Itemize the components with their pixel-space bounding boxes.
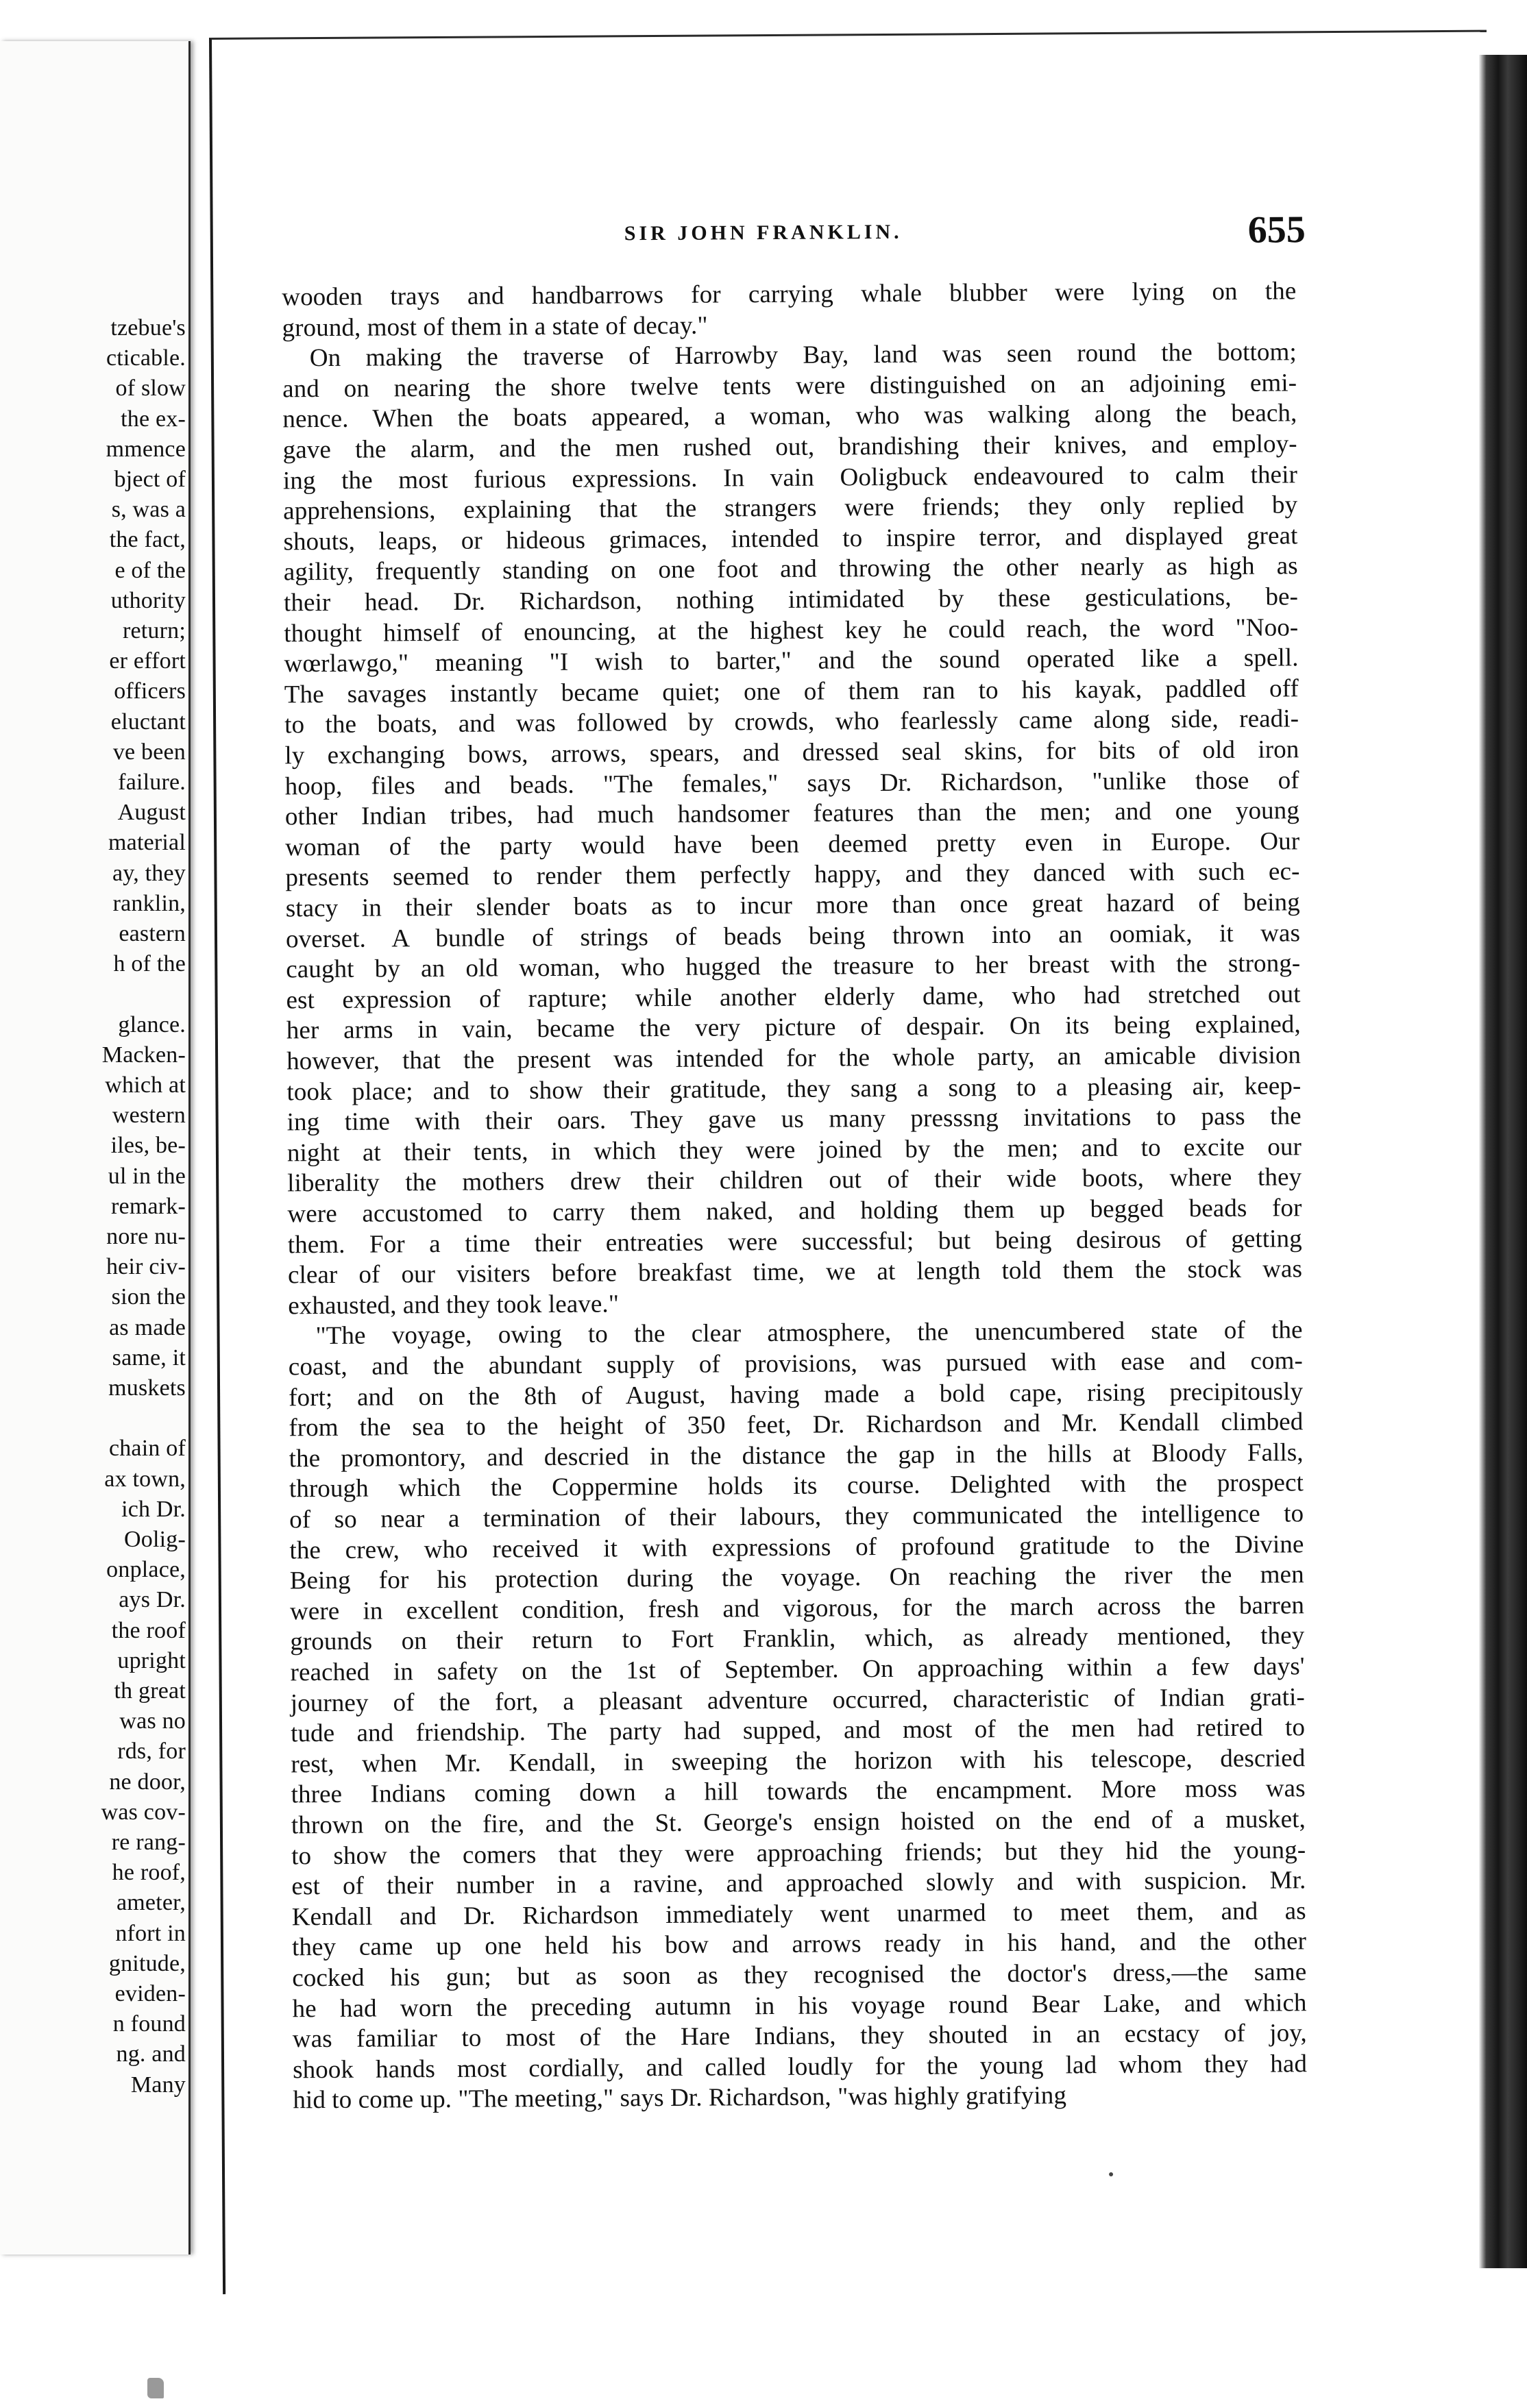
text-line: thought himself of enouncing, at the highest key he could reach, the word "Noo- — [284, 613, 1299, 648]
left-page-line: s, was a — [111, 497, 186, 523]
text-line: fort; and on the 8th of August, having made a bold cape, rising precipitously — [288, 1377, 1304, 1412]
left-page-line: eviden- — [114, 1981, 186, 2006]
left-page-line: upright — [117, 1647, 186, 1673]
left-page-line: ranklin, — [112, 890, 186, 916]
text-line: her arms in vain, became the very picture of despair. On its being explained, — [286, 1010, 1301, 1045]
text-line: hid to come up. "The meeting," says Dr. Richardson, "was highly gratifying — [293, 2081, 1067, 2115]
left-page-line: n found — [112, 2011, 186, 2037]
left-page-line: gnitude, — [108, 1950, 186, 1976]
left-page-line: onplace, — [106, 1557, 186, 1583]
left-page-line: ich Dr. — [121, 1496, 186, 1522]
text-line: their head. Dr. Richardson, nothing intimidated by these gesticulations, be- — [283, 582, 1299, 617]
left-page-line: he roof, — [112, 1860, 186, 1886]
left-page-line: cticable. — [106, 345, 186, 371]
text-line: three Indians coming down a hill towards the encampment. More moss was — [291, 1774, 1306, 1809]
left-page-line: glance. — [118, 1011, 186, 1037]
text-line: they came up one held his bow and arrows ready in his hand, and the other — [291, 1927, 1307, 1962]
text-line: wœrlawgo," meaning "I wish to barter," and the sound operated like a spell. — [284, 643, 1299, 678]
right-page — [209, 30, 1500, 2294]
left-page-line: Many — [130, 2072, 186, 2098]
text-line: clear of our visiters before breakfast time, we at length told them the stock was — [287, 1255, 1303, 1290]
left-page-line: ay, they — [112, 860, 186, 886]
text-line: On making the traverse of Harrowby Bay, land was seen round the bottom; — [309, 338, 1297, 373]
page-edge-shadow — [1479, 55, 1527, 2268]
text-line: wooden trays and handbarrows for carrying whale blubber were lying on the — [282, 277, 1297, 312]
text-line: he had worn the preceding autumn in his voyage round Bear Lake, and which — [292, 1988, 1307, 2023]
left-page-line: nore nu- — [106, 1224, 186, 1249]
text-line: from the sea to the height of 350 feet, Dr. Richardson and Mr. Kendall climbed — [289, 1408, 1304, 1442]
text-line: "The voyage, owing to the clear atmosphere, the unencumbered state of the — [315, 1316, 1303, 1351]
text-line: gave the alarm, and the men rushed out, brandishing their knives, and employ- — [282, 430, 1297, 465]
left-page-line: officers — [114, 678, 186, 704]
left-page-line: the roof — [111, 1617, 186, 1643]
text-line: hoop, files and beads. "The females," says Dr. Richardson, "unlike those of — [284, 765, 1299, 800]
left-page-line: muskets — [108, 1375, 186, 1401]
left-page-line: Macken- — [101, 1042, 186, 1068]
text-line: tude and friendship. The party had supped, and most of the men had retired to — [290, 1713, 1306, 1748]
left-page-line: chain of — [108, 1436, 186, 1462]
left-page-line: ne door, — [109, 1769, 186, 1795]
scan-mark — [147, 2378, 164, 2398]
text-line: caught by an old woman, who hugged the treasure to her breast with the strong- — [286, 949, 1301, 984]
text-line: est expression of rapture; while another elderly dame, who had stretched out — [286, 980, 1301, 1015]
text-line: exhausted, and they took leave." — [288, 1290, 620, 1320]
left-page-line: eluctant — [110, 709, 186, 735]
text-line: rest, when Mr. Kendall, in sweeping the horizon with his telescope, descried — [291, 1744, 1306, 1779]
text-line: woman of the party would have been deemed pretty even in Europe. Our — [285, 827, 1300, 862]
left-page-line: August — [117, 800, 186, 826]
text-line: thrown on the fire, and the St. George's ensign hoisted on the end of a musket, — [291, 1805, 1306, 1840]
left-page-line: the ex- — [121, 406, 186, 432]
left-facing-page — [0, 41, 191, 2255]
left-page-line: mmence — [106, 436, 186, 462]
left-page-line: ax town, — [104, 1466, 186, 1492]
left-page-line: th great — [114, 1678, 186, 1704]
text-line: journey of the fort, a pleasant adventure occurred, characteristic of Indian grati- — [290, 1682, 1305, 1717]
text-line: ing the most furious expressions. In vain Ooligbuck endeavoured to calm their — [282, 460, 1298, 495]
text-line: ground, most of them in a state of decay." — [282, 311, 708, 342]
text-line: took place; and to show their gratitude, they sang a song to a pleasing air, keep- — [286, 1071, 1302, 1106]
text-line: Kendall and Dr. Richardson immediately went unarmed to meet them, and as — [291, 1897, 1306, 1932]
text-line: the promontory, and descried in the distance the gap in the hills at Bloody Falls, — [289, 1438, 1304, 1473]
text-line: cocked his gun; but as soon as they recognised the doctor's dress,—the same — [292, 1958, 1307, 1993]
left-page-line: as made — [109, 1314, 186, 1340]
left-page-line: nfort in — [115, 1920, 186, 1946]
text-line: liberality the mothers drew their children out of their wide boots, where they — [287, 1163, 1302, 1198]
left-page-line: same, it — [112, 1344, 186, 1371]
left-page-line: ng. and — [116, 2041, 186, 2067]
text-line: nence. When the boats appeared, a woman, who was walking along the beach, — [282, 399, 1297, 434]
text-line: were in excellent condition, fresh and vigorous, for the march across the barren — [289, 1591, 1305, 1626]
text-line: them. For a time their entreaties were successful; but being desirous of getting — [287, 1224, 1302, 1259]
text-line: to show the comers that they were approaching friends; but they hid the young- — [291, 1835, 1306, 1870]
left-page-line: h of the — [113, 951, 186, 977]
left-page-line: Oolig- — [124, 1527, 186, 1552]
text-line: and on nearing the shore twelve tents were distinguished on an adjoining emi- — [282, 369, 1297, 404]
text-line: est of their number in a ravine, and approached slowly and with suspicion. Mr. — [291, 1866, 1306, 1901]
left-page-line: eastern — [119, 921, 186, 946]
print-speck — [1109, 2172, 1113, 2176]
left-page-line: was cov- — [101, 1799, 186, 1825]
text-line: however, that the present was intended for the whole party, an amicable division — [286, 1041, 1302, 1076]
left-page-line: sion the — [111, 1284, 186, 1310]
left-page-line: ve been — [112, 739, 186, 765]
left-page-line: of slow — [115, 376, 186, 402]
text-line: ing time with their oars. They gave us many presssng invitations to pass the — [286, 1102, 1302, 1137]
text-line: of so near a termination of their labours, they communicated the intelligence to — [289, 1499, 1304, 1534]
left-page-line: failure. — [118, 770, 186, 795]
text-line: grounds on their return to Fort Franklin, which, as already mentioned, they — [290, 1621, 1305, 1656]
text-line: overset. A bundle of strings of beads being thrown into an oomiak, it was — [285, 918, 1301, 953]
left-page-line: heir civ- — [106, 1254, 186, 1280]
left-page-line: tzebue's — [110, 315, 186, 341]
left-page-line: rds, for — [117, 1739, 186, 1765]
left-page-line: ul in the — [108, 1163, 186, 1189]
text-line: was familiar to most of the Hare Indians, they shouted in an ecstacy of joy, — [292, 2019, 1307, 2054]
text-line: night at their tents, in which they were joined by the men; and to excite our — [286, 1133, 1302, 1168]
text-line: The savages instantly became quiet; one of them ran to his kayak, paddled off — [284, 674, 1299, 709]
text-line: through which the Coppermine holds its course. Delighted with the prospect — [289, 1469, 1304, 1503]
left-page-line: was no — [119, 1708, 186, 1734]
text-line: apprehensions, explaining that the strangers were friends; they only replied by — [283, 491, 1298, 526]
text-line: coast, and the abundant supply of provisions, was pursued with ease and com- — [288, 1347, 1303, 1381]
left-page-line: er effort — [109, 648, 186, 674]
left-page-line: return; — [122, 618, 186, 643]
left-page-line: the fact, — [109, 527, 186, 553]
left-page-line: which at — [105, 1072, 186, 1098]
body-text-column — [282, 276, 1308, 2115]
left-page-line: material — [108, 830, 186, 856]
left-page-line: iles, be- — [110, 1133, 186, 1159]
left-page-line: e of the — [114, 557, 186, 583]
left-page-line: western — [112, 1103, 186, 1129]
text-line: shouts, leaps, or hideous grimaces, intended to inspire terror, and displayed great — [283, 521, 1298, 556]
text-line: agility, frequently standing on one foot and throwing the other nearly as high as — [283, 552, 1298, 587]
text-line: other Indian tribes, had much handsomer features than the men; and one young — [284, 796, 1300, 831]
left-page-line: ays Dr. — [119, 1587, 186, 1613]
left-page-line: re rang- — [111, 1830, 186, 1855]
text-line: were accustomed to carry them naked, and holding them up begged beads for — [287, 1194, 1302, 1229]
text-line: Being for his protection during the voyage. On reaching the river the men — [289, 1560, 1304, 1595]
text-line: the crew, who received it with expressions of profound gratitude to the Divine — [289, 1529, 1304, 1564]
running-head — [624, 219, 1241, 263]
text-line: presents seemed to render them perfectly happy, and they danced with such ec- — [285, 857, 1300, 892]
text-line: stacy in their slender boats as to incur more than once great hazard of being — [285, 888, 1300, 923]
text-line: shook hands most cordially, and called loudly for the young lad whom they had — [292, 2050, 1308, 2085]
left-page-line: uthority — [110, 587, 186, 613]
page-number: 655 — [1247, 208, 1306, 251]
left-page-line: remark- — [111, 1193, 186, 1219]
text-line: to the boats, and was followed by crowds, who fearlessly came along side, readi- — [284, 704, 1299, 739]
text-line: reached in safety on the 1st of September. On approaching within a few days' — [290, 1652, 1305, 1687]
running-title: SIR JOHN FRANKLIN. — [624, 220, 903, 245]
text-line: ly exchanging bows, arrows, spears, and dressed seal skins, for bits of old iron — [284, 735, 1299, 770]
left-page-line: ameter, — [116, 1890, 186, 1916]
left-page-line: bject of — [114, 467, 186, 492]
